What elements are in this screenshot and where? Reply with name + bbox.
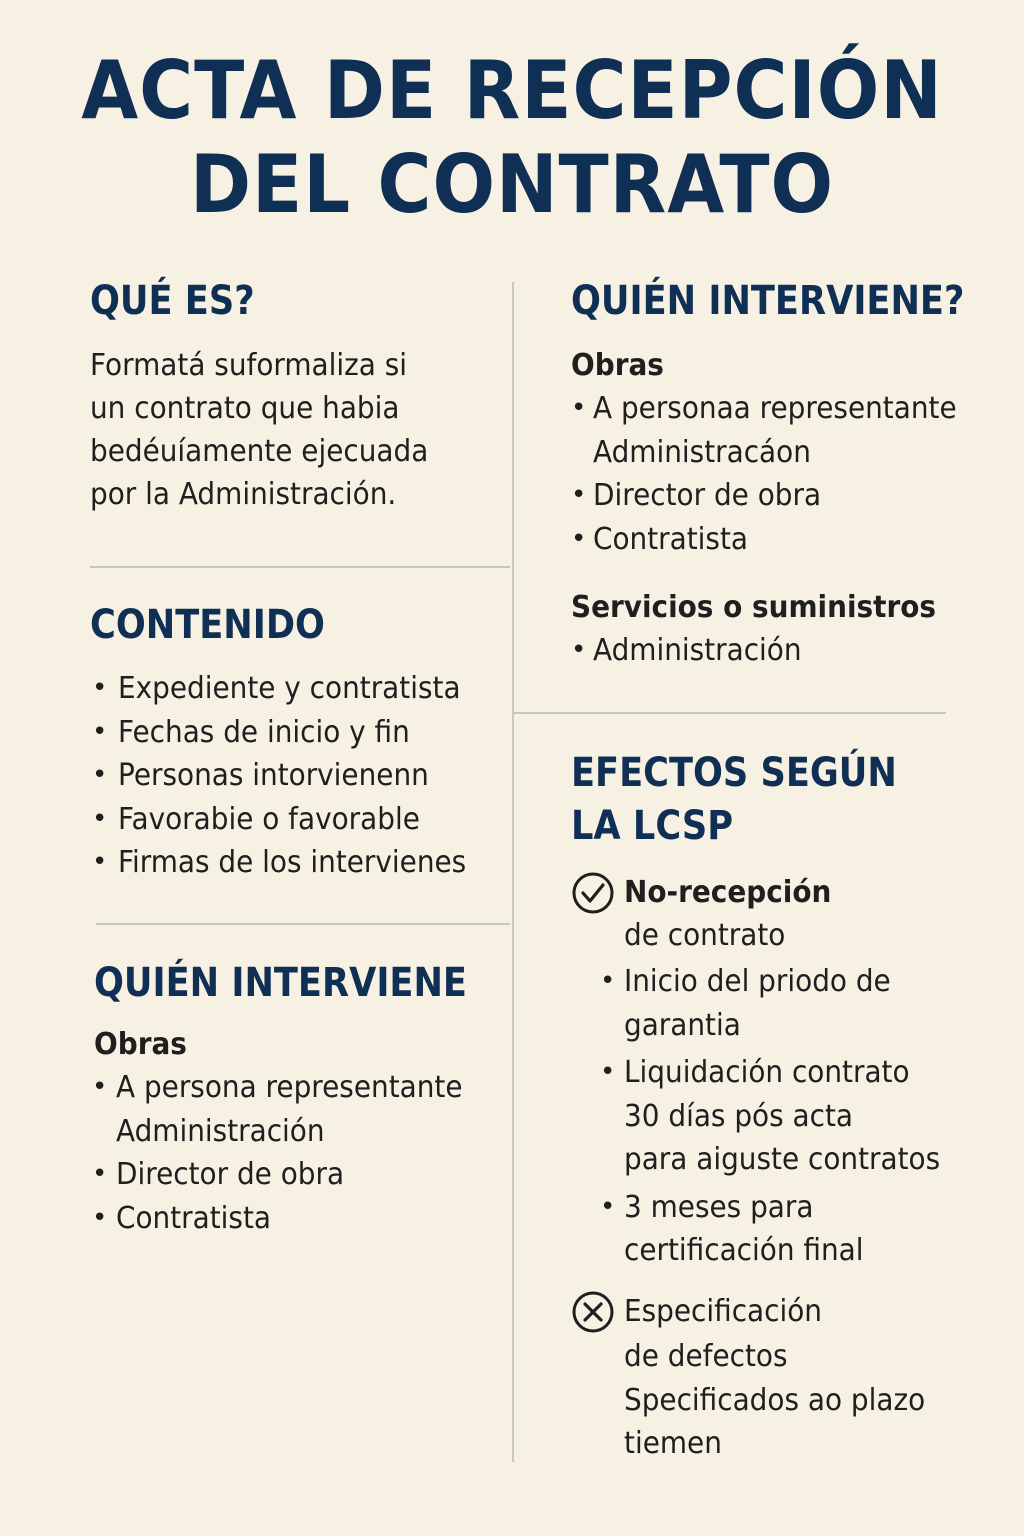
quien-interviene-right-servicios-list xyxy=(569,629,817,673)
que-es-line-1: Formatá suformaliza si xyxy=(90,348,408,383)
list-item: • 3 meses para certificación final xyxy=(598,1186,964,1273)
efectos-heading-line-2: LA LCSP xyxy=(571,803,734,849)
contenido-item-2: Fechas de inicio y fin xyxy=(118,714,410,750)
contenido-item-4: Favorabie o favorable xyxy=(118,801,420,837)
list-item: • Liquidación contrato 30 días pós acta para aiguste contratos xyxy=(598,1051,964,1182)
list-item: • A persona representante Administración xyxy=(90,1066,489,1153)
list-item: • Favorabie o favorable xyxy=(90,798,492,842)
efectos-positive-list xyxy=(598,960,964,1273)
list-item: • Fechas de inicio y fin xyxy=(90,711,492,755)
quien-interviene-right-servicios: Servicios o suministros xyxy=(571,590,937,625)
efectos-item-2-line-3: para aiguste contratos xyxy=(624,1142,941,1177)
list-item: • Inicio del priodo de garantia xyxy=(598,960,964,1047)
page-title xyxy=(41,44,983,232)
efectos-item-3-line-1: 3 meses para xyxy=(624,1189,814,1225)
check-circle-icon xyxy=(571,871,615,915)
efectos-item-2-line-1: Liquidación contrato xyxy=(624,1055,910,1090)
efectos-negative-line-1: de defectos xyxy=(624,1339,788,1374)
que-es-line-3: bedéuı́amente ejecuada xyxy=(90,434,429,469)
quien-interviene-left-list xyxy=(90,1066,489,1240)
contenido-heading: CONTENIDO xyxy=(90,602,325,648)
contenido-item-5: Firmas de los intervienes xyxy=(118,845,467,880)
qir-item-1-line-2: Administracáon xyxy=(593,434,811,470)
que-es-line-2: un contrato que habia xyxy=(90,391,400,426)
qir-item-2: Director de obra xyxy=(593,478,822,513)
efectos-heading-line-1: EFECTOS SEGÚN xyxy=(571,750,897,796)
page-title-line-2: DEL CONTRATO xyxy=(189,138,835,231)
efectos-negative-line-3: tiemen xyxy=(624,1426,722,1461)
efectos-positive-line-2: de contrato xyxy=(624,918,786,953)
section-divider-1 xyxy=(90,566,510,568)
list-item: • Director de obra xyxy=(569,474,984,518)
efectos-positive-title: No-recepción xyxy=(624,875,832,910)
qir-item-1-line-1: A personaa representante xyxy=(593,391,957,426)
column-divider xyxy=(512,282,514,1462)
list-item: • Administración xyxy=(569,629,817,673)
efectos-negative-title: Especificación xyxy=(624,1294,822,1329)
quien-interviene-left-heading: QUIÉN INTERVIENE xyxy=(94,960,467,1006)
list-item: • Firmas de los intervienes xyxy=(90,841,492,885)
list-item: • Contratista xyxy=(90,1197,489,1241)
page-title-line-1: ACTA DE RECEPCIÓN xyxy=(81,44,943,137)
que-es-heading: QUÉ ES? xyxy=(90,278,255,324)
efectos-item-2-line-2: 30 días pós acta xyxy=(624,1098,853,1134)
contenido-list xyxy=(90,667,492,885)
list-item: • Contratista xyxy=(569,518,984,562)
qil-item-1-line-2: Administración xyxy=(116,1113,325,1149)
quien-interviene-right-heading: QUIÉN INTERVIENE? xyxy=(571,278,965,324)
efectos-item-3-line-2: certificación final xyxy=(624,1233,864,1268)
quien-interviene-right-obras-list xyxy=(569,387,984,561)
qir-item-3: Contratista xyxy=(593,521,749,557)
section-divider-3 xyxy=(514,712,946,714)
quien-interviene-right-obras: Obras xyxy=(571,348,664,383)
quien-interviene-left-obras: Obras xyxy=(94,1027,187,1062)
que-es-line-4: por la Administración. xyxy=(90,477,397,512)
list-item: • Expediente y contratista xyxy=(90,667,492,711)
contenido-item-3: Personas intorvienenn xyxy=(118,758,429,793)
efectos-item-1-line-1: Inicio del priodo de xyxy=(624,964,891,999)
efectos-negative-line-2: Specificados ao plazo xyxy=(624,1383,926,1418)
list-item: • Director de obra xyxy=(90,1153,489,1197)
qil-item-3: Contratista xyxy=(116,1200,272,1236)
qir-servicios-item-1: Administración xyxy=(593,633,802,668)
list-item: • A personaa representante Administracáon xyxy=(569,387,984,474)
qil-item-2: Director de obra xyxy=(116,1157,345,1192)
contenido-item-1: Expediente y contratista xyxy=(118,671,461,706)
list-item: • Personas intorvienenn xyxy=(90,754,492,798)
section-divider-2 xyxy=(96,923,510,925)
efectos-item-1-line-2: garantia xyxy=(624,1007,741,1043)
qil-item-1-line-1: A persona representante xyxy=(116,1070,463,1105)
x-circle-icon xyxy=(571,1290,615,1334)
